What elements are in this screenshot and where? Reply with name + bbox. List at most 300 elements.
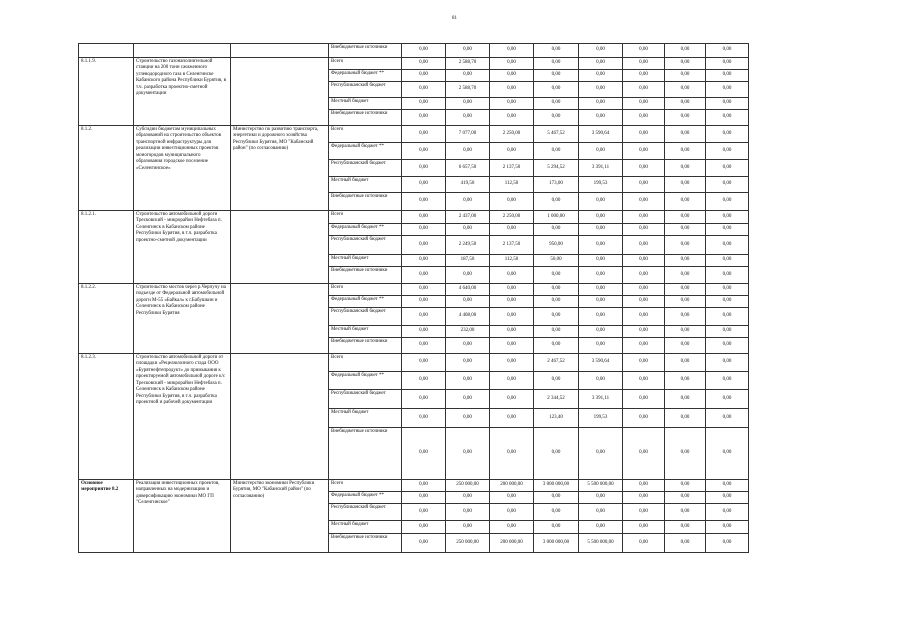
funding-source: Республиканский бюджет <box>329 390 402 409</box>
amount-cell: 0,00 <box>623 211 665 224</box>
funding-source: Внебюджетные источники <box>329 267 402 284</box>
amount-cell: 0,00 <box>402 255 446 267</box>
amount-cell: 0,00 <box>402 284 446 296</box>
amount-cell: 0,00 <box>402 480 446 492</box>
amount-cell: 0,00 <box>706 428 749 480</box>
amount-cell: 173,00 <box>534 177 579 193</box>
amount-cell: 0,00 <box>579 58 623 70</box>
amount-cell: 0,00 <box>402 44 446 58</box>
funding-source: Республиканский бюджет <box>329 236 402 255</box>
amount-cell: 0,00 <box>534 70 579 82</box>
amount-cell: 0,00 <box>490 504 534 521</box>
amount-cell: 0,00 <box>446 409 490 428</box>
amount-cell: 0,00 <box>706 193 749 211</box>
amount-cell: 0,00 <box>706 110 749 126</box>
amount-cell: 199,53 <box>579 177 623 193</box>
funding-source: Местный бюджет <box>329 177 402 193</box>
amount-cell: 0,00 <box>490 308 534 326</box>
amount-cell: 0,00 <box>579 504 623 521</box>
amount-cell: 0,00 <box>623 326 665 338</box>
amount-cell: 0,00 <box>490 70 534 82</box>
amount-cell: 0,00 <box>534 492 579 504</box>
amount-cell: 0,00 <box>706 211 749 224</box>
amount-cell: 0,00 <box>706 143 749 160</box>
amount-cell: 0,00 <box>402 409 446 428</box>
amount-cell: 0,00 <box>402 428 446 480</box>
funding-source: Всего <box>329 284 402 296</box>
amount-cell: 0,00 <box>665 284 706 296</box>
funding-source: Местный бюджет <box>329 521 402 534</box>
amount-cell: 0,00 <box>665 82 706 98</box>
amount-cell: 2 344,52 <box>534 390 579 409</box>
amount-cell: 0,00 <box>490 284 534 296</box>
amount-cell: 0,00 <box>534 98 579 110</box>
amount-cell: 0,00 <box>579 224 623 236</box>
amount-cell: 0,00 <box>402 372 446 390</box>
amount-cell: 0,00 <box>623 521 665 534</box>
amount-cell: 0,00 <box>490 428 534 480</box>
amount-cell: 5 500 000,00 <box>579 534 623 553</box>
amount-cell: 5 500 000,00 <box>579 480 623 492</box>
table-row <box>79 44 749 58</box>
amount-cell: 0,00 <box>665 326 706 338</box>
amount-cell: 0,00 <box>534 110 579 126</box>
amount-cell: 0,00 <box>402 236 446 255</box>
amount-cell: 2 437,00 <box>446 211 490 224</box>
amount-cell: 0,00 <box>623 409 665 428</box>
amount-cell: 0,00 <box>402 308 446 326</box>
amount-cell: 0,00 <box>446 492 490 504</box>
amount-cell: 0,00 <box>706 296 749 308</box>
amount-cell: 0,00 <box>402 160 446 177</box>
amount-cell: 0,00 <box>623 534 665 553</box>
amount-cell: 0,00 <box>706 177 749 193</box>
amount-cell: 4 640,00 <box>446 284 490 296</box>
amount-cell: 0,00 <box>490 224 534 236</box>
amount-cell: 0,00 <box>402 126 446 143</box>
amount-cell: 0,00 <box>490 110 534 126</box>
amount-cell: 0,00 <box>623 143 665 160</box>
amount-cell: 0,00 <box>534 44 579 58</box>
funding-source: Республиканский бюджет <box>329 308 402 326</box>
amount-cell: 2 250,00 <box>490 211 534 224</box>
funding-source: Внебюджетные источники <box>329 338 402 354</box>
amount-cell: 0,00 <box>665 480 706 492</box>
measure-code: 8.1.2.2. <box>79 284 134 354</box>
amount-cell: 0,00 <box>579 492 623 504</box>
measure-code: 8.1.2.3. <box>79 354 134 480</box>
funding-source: Федеральный бюджет ** <box>329 492 402 504</box>
amount-cell: 0,00 <box>665 58 706 70</box>
amount-cell: 3 000 000,00 <box>534 480 579 492</box>
amount-cell: 0,00 <box>706 126 749 143</box>
amount-cell: 0,00 <box>534 326 579 338</box>
amount-cell: 0,00 <box>446 224 490 236</box>
amount-cell: 0,00 <box>706 255 749 267</box>
amount-cell: 0,00 <box>665 211 706 224</box>
table-row <box>79 354 749 372</box>
amount-cell: 112,50 <box>490 255 534 267</box>
amount-cell: 6 657,50 <box>446 160 490 177</box>
amount-cell: 0,00 <box>534 338 579 354</box>
amount-cell: 0,00 <box>534 193 579 211</box>
amount-cell: 1 000,00 <box>534 211 579 224</box>
amount-cell: 200 000,00 <box>490 480 534 492</box>
amount-cell: 0,00 <box>579 428 623 480</box>
funding-source: Федеральный бюджет ** <box>329 143 402 160</box>
funding-source: Местный бюджет <box>329 255 402 267</box>
amount-cell: 0,00 <box>665 308 706 326</box>
funding-source: Федеральный бюджет ** <box>329 70 402 82</box>
funding-source: Внебюджетные источники <box>329 534 402 553</box>
amount-cell: 112,50 <box>490 177 534 193</box>
amount-cell: 0,00 <box>446 193 490 211</box>
amount-cell: 0,00 <box>706 521 749 534</box>
amount-cell: 0,00 <box>623 44 665 58</box>
amount-cell: 0,00 <box>490 58 534 70</box>
amount-cell: 250 000,00 <box>446 534 490 553</box>
amount-cell: 0,00 <box>402 492 446 504</box>
amount-cell: 2 467,52 <box>534 354 579 372</box>
amount-cell: 0,00 <box>706 534 749 553</box>
amount-cell: 4 408,00 <box>446 308 490 326</box>
amount-cell: 419,50 <box>446 177 490 193</box>
funding-source: Федеральный бюджет ** <box>329 296 402 308</box>
amount-cell: 0,00 <box>665 110 706 126</box>
amount-cell: 0,00 <box>706 267 749 284</box>
table-row <box>79 58 749 70</box>
amount-cell: 0,00 <box>490 267 534 284</box>
amount-cell: 3 590,64 <box>579 126 623 143</box>
amount-cell: 0,00 <box>402 82 446 98</box>
amount-cell: 0,00 <box>534 521 579 534</box>
amount-cell: 0,00 <box>446 372 490 390</box>
amount-cell: 0,00 <box>534 82 579 98</box>
measure-name: Реализация инвестиционных проектов, направленных на модернизацию и диверсификацию экономики МО ГП "Селенгинское" <box>134 480 231 553</box>
amount-cell: 5 467,52 <box>534 126 579 143</box>
amount-cell: 2 250,00 <box>490 126 534 143</box>
amount-cell: 2 588,70 <box>446 82 490 98</box>
amount-cell: 0,00 <box>402 504 446 521</box>
amount-cell: 0,00 <box>534 504 579 521</box>
amount-cell: 0,00 <box>665 372 706 390</box>
amount-cell: 0,00 <box>623 480 665 492</box>
amount-cell: 0,00 <box>534 308 579 326</box>
amount-cell: 0,00 <box>623 110 665 126</box>
amount-cell: 0,00 <box>446 504 490 521</box>
amount-cell: 0,00 <box>706 409 749 428</box>
amount-cell: 0,00 <box>579 372 623 390</box>
table-row <box>79 211 749 224</box>
funding-source: Всего <box>329 354 402 372</box>
measure-executor <box>231 211 329 284</box>
amount-cell: 0,00 <box>665 224 706 236</box>
amount-cell: 0,00 <box>665 143 706 160</box>
amount-cell: 2 137,50 <box>490 236 534 255</box>
funding-source: Республиканский бюджет <box>329 160 402 177</box>
amount-cell: 0,00 <box>623 126 665 143</box>
amount-cell: 0,00 <box>402 521 446 534</box>
amount-cell: 0,00 <box>623 338 665 354</box>
measure-code: Основное мероприятие 8.2 <box>79 480 134 553</box>
funding-source: Местный бюджет <box>329 409 402 428</box>
amount-cell: 0,00 <box>534 372 579 390</box>
funding-source: Внебюджетные источники <box>329 428 402 480</box>
amount-cell: 0,00 <box>665 70 706 82</box>
measure-code <box>79 44 134 58</box>
measure-name: Строительство автомобильной дороги Тресковский - микрорайон Нефтебаза п. Селенгинск в Кабанском районе Республики Бурятия, в т.ч. разработка проектно-сметной документации <box>134 211 231 284</box>
amount-cell: 0,00 <box>623 428 665 480</box>
amount-cell: 0,00 <box>623 354 665 372</box>
amount-cell: 0,00 <box>579 143 623 160</box>
amount-cell: 0,00 <box>665 534 706 553</box>
amount-cell: 0,00 <box>706 504 749 521</box>
amount-cell: 0,00 <box>665 267 706 284</box>
amount-cell: 0,00 <box>623 236 665 255</box>
funding-source: Федеральный бюджет ** <box>329 224 402 236</box>
measure-name: Строительство газонаполнительной станции на 200 тонн сжиженного углеводородного газа в Селенгинске Кабанского района Республики Бурятия, в т.ч. разработка проектно-сметной документации <box>134 58 231 126</box>
amount-cell: 0,00 <box>534 428 579 480</box>
amount-cell: 0,00 <box>446 338 490 354</box>
amount-cell: 199,53 <box>579 409 623 428</box>
amount-cell: 0,00 <box>706 354 749 372</box>
amount-cell: 0,00 <box>579 211 623 224</box>
amount-cell: 50,00 <box>534 255 579 267</box>
amount-cell: 0,00 <box>665 409 706 428</box>
amount-cell: 0,00 <box>446 70 490 82</box>
amount-cell: 0,00 <box>706 492 749 504</box>
amount-cell: 3 391,11 <box>579 390 623 409</box>
amount-cell: 0,00 <box>623 160 665 177</box>
amount-cell: 0,00 <box>579 326 623 338</box>
amount-cell: 0,00 <box>706 160 749 177</box>
amount-cell: 2 588,70 <box>446 58 490 70</box>
amount-cell: 0,00 <box>446 390 490 409</box>
funding-source: Местный бюджет <box>329 326 402 338</box>
amount-cell: 0,00 <box>706 338 749 354</box>
amount-cell: 123,40 <box>534 409 579 428</box>
amount-cell: 0,00 <box>706 284 749 296</box>
measure-executor: Министерство по развитию транспорта, энергетики и дорожного хозяйства Республики Бурятия, МО "Кабанский район" (по согласованию) <box>231 126 329 211</box>
page-number: 81 <box>452 16 457 21</box>
amount-cell: 0,00 <box>579 284 623 296</box>
amount-cell: 0,00 <box>665 354 706 372</box>
amount-cell: 0,00 <box>623 296 665 308</box>
amount-cell: 0,00 <box>402 110 446 126</box>
amount-cell: 0,00 <box>623 255 665 267</box>
budget-table <box>78 43 749 553</box>
amount-cell: 0,00 <box>446 110 490 126</box>
amount-cell: 0,00 <box>402 534 446 553</box>
amount-cell: 5 294,52 <box>534 160 579 177</box>
amount-cell: 0,00 <box>402 143 446 160</box>
funding-source: Республиканский бюджет <box>329 82 402 98</box>
amount-cell: 0,00 <box>490 492 534 504</box>
amount-cell: 0,00 <box>402 267 446 284</box>
amount-cell: 0,00 <box>402 390 446 409</box>
amount-cell: 3 391,11 <box>579 160 623 177</box>
amount-cell: 0,00 <box>706 308 749 326</box>
amount-cell: 0,00 <box>490 354 534 372</box>
amount-cell: 0,00 <box>446 354 490 372</box>
amount-cell: 0,00 <box>579 44 623 58</box>
amount-cell: 0,00 <box>490 296 534 308</box>
amount-cell: 0,00 <box>446 143 490 160</box>
amount-cell: 250 000,00 <box>446 480 490 492</box>
table-row <box>79 126 749 143</box>
amount-cell: 0,00 <box>446 98 490 110</box>
amount-cell: 0,00 <box>706 224 749 236</box>
amount-cell: 0,00 <box>402 58 446 70</box>
amount-cell: 0,00 <box>579 521 623 534</box>
amount-cell: 0,00 <box>665 193 706 211</box>
amount-cell: 0,00 <box>490 409 534 428</box>
amount-cell: 0,00 <box>579 308 623 326</box>
amount-cell: 0,00 <box>579 255 623 267</box>
amount-cell: 0,00 <box>490 372 534 390</box>
amount-cell: 0,00 <box>665 428 706 480</box>
amount-cell: 0,00 <box>623 492 665 504</box>
amount-cell: 0,00 <box>534 58 579 70</box>
amount-cell: 0,00 <box>623 177 665 193</box>
amount-cell: 0,00 <box>402 98 446 110</box>
amount-cell: 7 077,00 <box>446 126 490 143</box>
amount-cell: 0,00 <box>534 296 579 308</box>
amount-cell: 0,00 <box>446 296 490 308</box>
amount-cell: 0,00 <box>665 521 706 534</box>
amount-cell: 0,00 <box>665 126 706 143</box>
amount-cell: 0,00 <box>402 177 446 193</box>
amount-cell: 0,00 <box>665 44 706 58</box>
amount-cell: 0,00 <box>579 236 623 255</box>
amount-cell: 0,00 <box>579 70 623 82</box>
table-row <box>79 480 749 492</box>
amount-cell: 0,00 <box>623 267 665 284</box>
amount-cell: 950,00 <box>534 236 579 255</box>
amount-cell: 0,00 <box>490 390 534 409</box>
amount-cell: 0,00 <box>579 193 623 211</box>
amount-cell: 0,00 <box>706 236 749 255</box>
amount-cell: 0,00 <box>579 267 623 284</box>
measure-executor <box>231 354 329 480</box>
amount-cell: 0,00 <box>706 58 749 70</box>
amount-cell: 0,00 <box>665 255 706 267</box>
amount-cell: 0,00 <box>665 296 706 308</box>
amount-cell: 0,00 <box>490 326 534 338</box>
amount-cell: 0,00 <box>706 44 749 58</box>
measure-name: Строительство автомобильной дороги от площадки «Рецелюлозного стада ООО «Бурятнефтепродукт» до примыкания к проектируемой автомобильной дороге к/с Тресковский - микрорайон Нефтебаза п. Селенгинск в Кабанском районе Республики Бурятия, в т.ч. разработка проектной и рабочей документации <box>134 354 231 480</box>
measure-name: Субсидии бюджетам муниципальных образований на строительство объектов транспортной инфраструктуры для реализации инвестиционных проектов моногородов муниципального образования городское поселение «Селенгинское» <box>134 126 231 211</box>
amount-cell: 0,00 <box>706 70 749 82</box>
amount-cell: 0,00 <box>623 308 665 326</box>
amount-cell: 0,00 <box>665 390 706 409</box>
amount-cell: 0,00 <box>665 492 706 504</box>
amount-cell: 0,00 <box>623 193 665 211</box>
amount-cell: 0,00 <box>402 70 446 82</box>
amount-cell: 0,00 <box>490 338 534 354</box>
funding-source: Местный бюджет <box>329 98 402 110</box>
funding-source: Всего <box>329 211 402 224</box>
amount-cell: 0,00 <box>706 372 749 390</box>
amount-cell: 0,00 <box>490 521 534 534</box>
amount-cell: 0,00 <box>446 521 490 534</box>
measure-executor <box>231 58 329 126</box>
funding-source: Всего <box>329 126 402 143</box>
amount-cell: 0,00 <box>534 267 579 284</box>
amount-cell: 0,00 <box>623 284 665 296</box>
amount-cell: 0,00 <box>490 82 534 98</box>
amount-cell: 0,00 <box>402 211 446 224</box>
amount-cell: 0,00 <box>706 82 749 98</box>
amount-cell: 0,00 <box>665 160 706 177</box>
amount-cell: 0,00 <box>623 504 665 521</box>
amount-cell: 0,00 <box>623 98 665 110</box>
amount-cell: 0,00 <box>665 338 706 354</box>
amount-cell: 0,00 <box>706 480 749 492</box>
amount-cell: 0,00 <box>402 296 446 308</box>
amount-cell: 0,00 <box>490 98 534 110</box>
table-row <box>79 284 749 296</box>
amount-cell: 0,00 <box>579 82 623 98</box>
measure-executor <box>231 284 329 354</box>
amount-cell: 0,00 <box>579 296 623 308</box>
amount-cell: 187,50 <box>446 255 490 267</box>
funding-source: Всего <box>329 480 402 492</box>
amount-cell: 2 137,50 <box>490 160 534 177</box>
amount-cell: 0,00 <box>579 338 623 354</box>
amount-cell: 0,00 <box>490 44 534 58</box>
amount-cell: 0,00 <box>534 284 579 296</box>
amount-cell: 0,00 <box>490 143 534 160</box>
measure-name <box>134 44 231 58</box>
amount-cell: 0,00 <box>623 224 665 236</box>
amount-cell: 0,00 <box>446 428 490 480</box>
amount-cell: 0,00 <box>402 326 446 338</box>
funding-source: Внебюджетные источники <box>329 193 402 211</box>
amount-cell: 0,00 <box>402 193 446 211</box>
amount-cell: 0,00 <box>623 58 665 70</box>
amount-cell: 0,00 <box>623 390 665 409</box>
amount-cell: 0,00 <box>706 390 749 409</box>
amount-cell: 0,00 <box>534 224 579 236</box>
amount-cell: 0,00 <box>402 224 446 236</box>
amount-cell: 0,00 <box>579 98 623 110</box>
amount-cell: 0,00 <box>706 98 749 110</box>
amount-cell: 3 000 000,00 <box>534 534 579 553</box>
measure-code: 8.1.2. <box>79 126 134 211</box>
funding-source: Внебюджетные источники <box>329 110 402 126</box>
amount-cell: 232,00 <box>446 326 490 338</box>
measure-code: 8.1.1.9. <box>79 58 134 126</box>
amount-cell: 0,00 <box>623 70 665 82</box>
amount-cell: 0,00 <box>402 354 446 372</box>
funding-source: Внебюджетные источники <box>329 44 402 58</box>
amount-cell: 200 000,00 <box>490 534 534 553</box>
funding-source: Всего <box>329 58 402 70</box>
amount-cell: 0,00 <box>579 110 623 126</box>
amount-cell: 0,00 <box>665 98 706 110</box>
amount-cell: 2 249,50 <box>446 236 490 255</box>
amount-cell: 3 590,64 <box>579 354 623 372</box>
amount-cell: 0,00 <box>490 193 534 211</box>
amount-cell: 0,00 <box>534 143 579 160</box>
amount-cell: 0,00 <box>706 326 749 338</box>
funding-source: Федеральный бюджет ** <box>329 372 402 390</box>
amount-cell: 0,00 <box>665 236 706 255</box>
measure-code: 8.1.2.1. <box>79 211 134 284</box>
amount-cell: 0,00 <box>623 372 665 390</box>
amount-cell: 0,00 <box>446 267 490 284</box>
